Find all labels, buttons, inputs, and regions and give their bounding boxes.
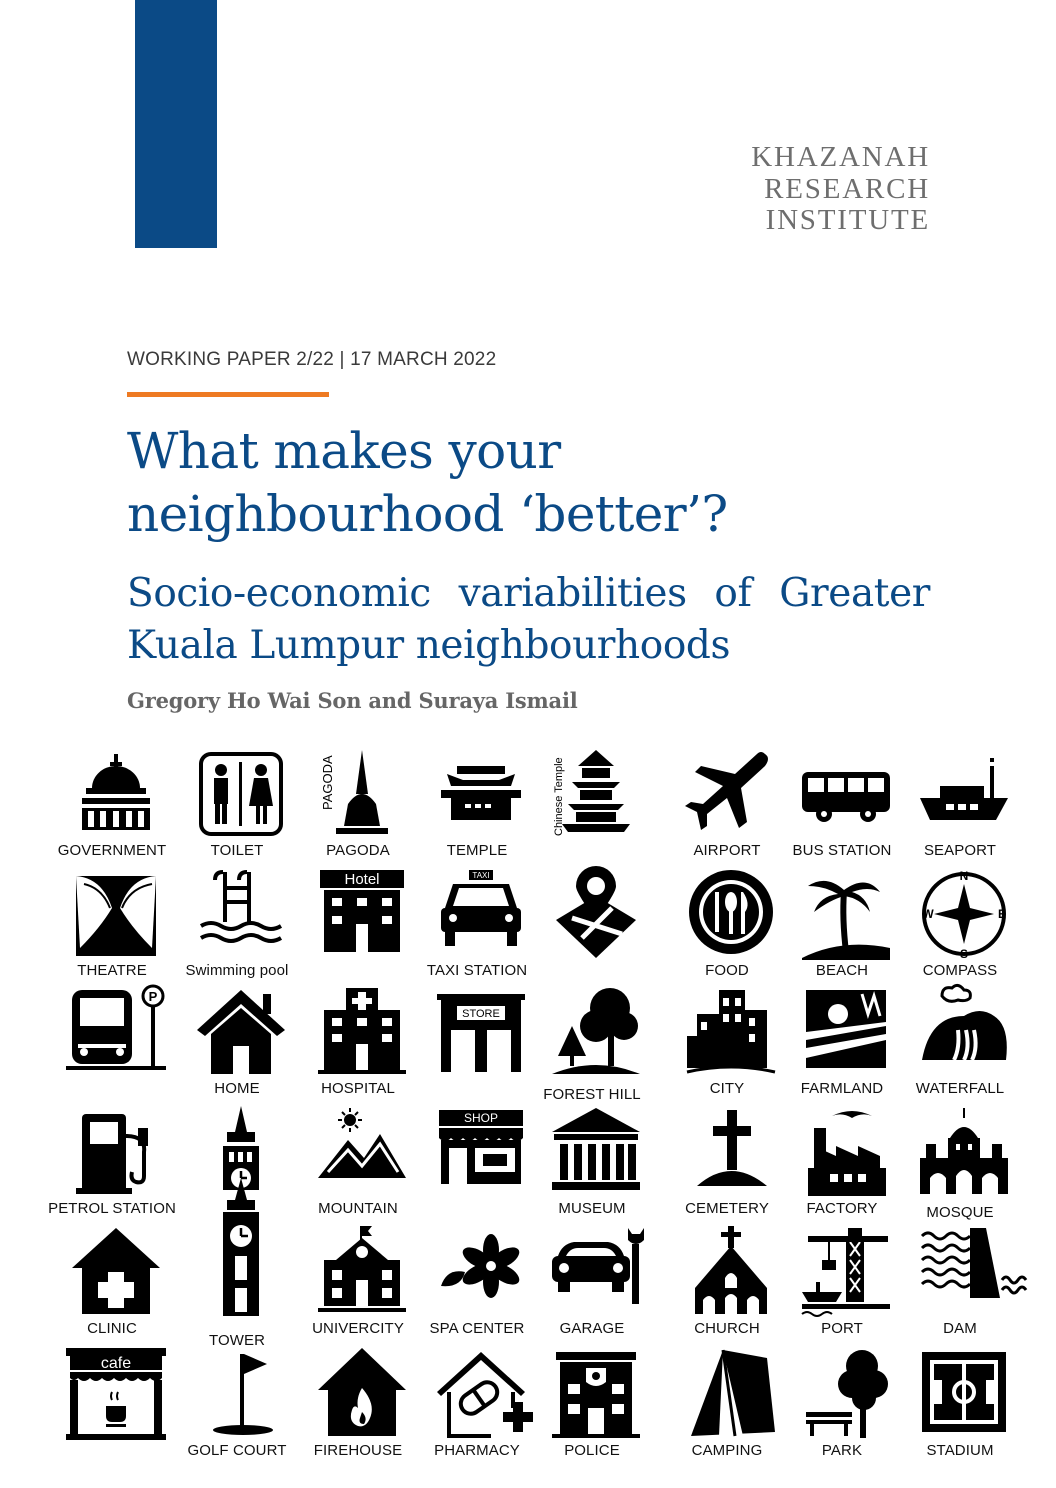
icon-grid <box>40 738 1030 1468</box>
toilet-icon <box>197 748 285 840</box>
beach-icon <box>802 868 890 960</box>
hospital-tile <box>296 986 420 1104</box>
toilet-tile <box>175 748 299 866</box>
clinic-tile <box>50 1226 174 1344</box>
mountain-label: MOUNTAIN <box>318 1200 398 1217</box>
mosque-label: MOSQUE <box>926 1204 994 1221</box>
port-icon <box>802 1226 890 1318</box>
church-label: CHURCH <box>694 1320 760 1337</box>
seaport-tile <box>898 748 1022 866</box>
pagoda-label: PAGODA <box>326 842 390 859</box>
home-tile <box>175 986 299 1104</box>
golf-court-icon <box>197 1348 285 1440</box>
swimming-pool-label: Swimming pool <box>185 962 289 979</box>
svg-text:Chinese Temple: Chinese Temple <box>553 757 565 836</box>
petrol-station-label: PETROL STATION <box>48 1200 176 1217</box>
golf-court-label: GOLF COURT <box>187 1442 287 1459</box>
logo-line-1: KHAZANAH <box>751 141 930 173</box>
church-icon <box>687 1226 775 1318</box>
working-paper-meta: WORKING PAPER 2/22 | 17 MARCH 2022 <box>127 349 497 370</box>
hospital-label: HOSPITAL <box>321 1080 395 1097</box>
pagoda-tile <box>296 748 420 866</box>
camping-label: CAMPING <box>691 1442 763 1459</box>
beach-label: BEACH <box>815 962 869 979</box>
compass-tile <box>898 868 1022 986</box>
food-icon <box>687 868 775 960</box>
firehouse-tile <box>296 1348 420 1466</box>
bus-station-label: BUS STATION <box>792 842 892 859</box>
temple-label: TEMPLE <box>446 842 508 859</box>
park-icon <box>802 1348 890 1440</box>
forest-hill-icon <box>552 986 640 1078</box>
temple-tile <box>415 748 539 866</box>
brand-bar <box>135 0 217 248</box>
police-icon <box>552 1348 640 1440</box>
university-icon <box>318 1226 406 1318</box>
map-pin-icon <box>552 868 640 960</box>
petrol-station-tile <box>50 1106 174 1224</box>
forest-hill-label: FOREST HILL <box>543 1086 641 1103</box>
camping-icon <box>687 1348 775 1440</box>
forest-hill-tile <box>530 986 654 1104</box>
toilet-label: TOILET <box>210 842 264 859</box>
cafe-tile <box>50 1348 174 1466</box>
compass-icon <box>920 868 1008 960</box>
swimming-pool-icon <box>197 868 285 960</box>
bus-stop-icon <box>72 986 160 1078</box>
pagoda-icon <box>318 748 406 840</box>
cafe-icon <box>72 1348 160 1440</box>
port-tile <box>780 1226 904 1344</box>
authors: Gregory Ho Wai Son and Suraya Ismail <box>127 688 578 713</box>
hotel-tile <box>296 868 420 986</box>
svg-text:E: E <box>997 907 1007 921</box>
svg-text:PAGODA: PAGODA <box>320 755 335 810</box>
spa-center-icon <box>437 1226 525 1318</box>
government-tile <box>50 748 174 866</box>
taxi-station-tile <box>415 868 539 986</box>
svg-text:W: W <box>922 907 934 921</box>
mosque-icon <box>920 1106 1008 1198</box>
factory-icon <box>802 1106 890 1198</box>
farmland-label: FARMLAND <box>800 1080 884 1097</box>
waterfall-tile <box>898 986 1022 1104</box>
clinic-icon <box>72 1226 160 1318</box>
cemetery-icon <box>687 1106 775 1198</box>
police-label: POLICE <box>564 1442 620 1459</box>
store-icon <box>437 986 525 1078</box>
garage-label: GARAGE <box>559 1320 625 1337</box>
spa-center-label: SPA CENTER <box>429 1320 525 1337</box>
shop-sign-text: SHOP <box>463 1111 499 1125</box>
pharmacy-label: PHARMACY <box>434 1442 520 1459</box>
home-icon <box>197 986 285 1078</box>
city-label: CITY <box>709 1080 745 1097</box>
theatre-label: THEATRE <box>77 962 147 979</box>
accent-rule <box>127 392 329 397</box>
farmland-tile <box>780 986 904 1104</box>
beach-tile <box>780 868 904 986</box>
government-icon <box>72 748 160 840</box>
factory-label: FACTORY <box>806 1200 878 1217</box>
svg-text:N: N <box>959 869 969 883</box>
park-tile <box>780 1348 904 1466</box>
university-tile <box>296 1226 420 1344</box>
cemetery-label: CEMETERY <box>685 1200 769 1217</box>
svg-text:P: P <box>148 989 158 1004</box>
petrol-station-icon <box>72 1106 160 1198</box>
stadium-label: STADIUM <box>926 1442 994 1459</box>
dam-tile <box>898 1226 1022 1344</box>
mosque-tile <box>898 1106 1022 1224</box>
food-label: FOOD <box>705 962 749 979</box>
government-label: GOVERNMENT <box>57 842 167 859</box>
police-tile <box>530 1348 654 1466</box>
temple-icon <box>437 748 525 840</box>
golf-court-tile <box>175 1348 299 1466</box>
theatre-icon <box>72 868 160 960</box>
seaport-icon <box>920 748 1008 840</box>
dam-icon <box>920 1226 1008 1318</box>
mountain-tile <box>296 1106 420 1224</box>
firehouse-icon <box>318 1348 406 1440</box>
tower-tile <box>175 1226 299 1349</box>
clinic-label: CLINIC <box>87 1320 137 1337</box>
firehouse-label: FIREHOUSE <box>313 1442 403 1459</box>
bus-station-tile <box>780 748 904 866</box>
bus-stop-tile <box>50 986 174 1104</box>
tower-label: TOWER <box>208 1332 266 1349</box>
mountain-icon <box>318 1106 406 1198</box>
hospital-icon <box>318 986 406 1078</box>
logo-line-3: INSTITUTE <box>765 204 930 236</box>
hotel-icon <box>318 868 406 960</box>
svg-text:S: S <box>959 947 969 961</box>
garage-icon <box>552 1226 640 1318</box>
seaport-label: SEAPORT <box>923 842 997 859</box>
farmland-icon <box>802 986 890 1078</box>
page-title: What makes your neighbourhood ‘better’? <box>127 422 728 543</box>
logo-line-2: RESEARCH <box>764 172 930 205</box>
taxi-station-label: TAXI STATION <box>426 962 528 979</box>
cafe-sign-text: cafe <box>100 1355 132 1372</box>
shop-icon <box>437 1106 525 1198</box>
museum-label: MUSEUM <box>558 1200 626 1217</box>
city-icon <box>687 986 775 1078</box>
port-label: PORT <box>821 1320 863 1337</box>
khazanah-logo <box>751 142 930 237</box>
pharmacy-icon <box>437 1348 525 1440</box>
page-subtitle: Socio-economic variabilities of Greater Kuala Lumpur neighbourhoods <box>127 571 930 668</box>
swimming-pool-tile <box>175 868 299 986</box>
dam-label: DAM <box>943 1320 977 1337</box>
compass-label: COMPASS <box>922 962 998 979</box>
hotel-sign-text: Hotel <box>344 871 380 888</box>
tower-icon <box>197 1226 285 1318</box>
svg-text:TAXI: TAXI <box>472 871 490 880</box>
airport-label: AIRPORT <box>693 842 761 859</box>
svg-text:STORE: STORE <box>462 1008 500 1020</box>
waterfall-label: WATERFALL <box>915 1080 1005 1097</box>
garage-tile <box>530 1226 654 1344</box>
waterfall-icon <box>920 986 1008 1078</box>
bus-station-icon <box>802 748 890 840</box>
stadium-icon <box>920 1348 1008 1440</box>
chinese-temple-icon <box>552 748 640 840</box>
museum-icon <box>552 1106 640 1198</box>
map-pin-tile <box>530 868 654 986</box>
stadium-tile <box>898 1348 1022 1466</box>
museum-tile <box>530 1106 654 1224</box>
chinese-temple-tile <box>530 748 654 866</box>
university-label: UNIVERCITY <box>312 1320 404 1337</box>
airport-icon <box>687 748 775 840</box>
factory-tile <box>780 1106 904 1224</box>
theatre-tile <box>50 868 174 986</box>
taxi-station-icon <box>437 868 525 960</box>
park-label: PARK <box>821 1442 863 1459</box>
home-label: HOME <box>214 1080 260 1097</box>
